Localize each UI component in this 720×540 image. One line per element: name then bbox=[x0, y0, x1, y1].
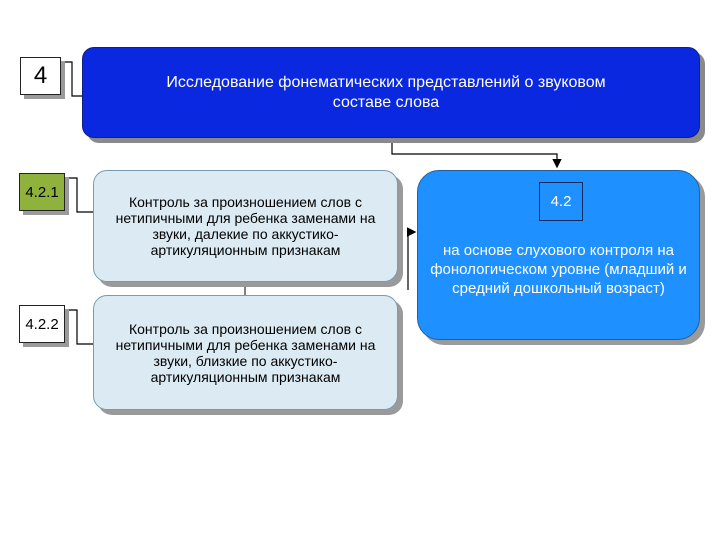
connector-4-title bbox=[63, 62, 84, 96]
connector-side-cards bbox=[408, 232, 414, 290]
subsection-box-4-2 bbox=[417, 170, 700, 340]
item-number-4-2-2: 4.2.2 bbox=[19, 305, 65, 343]
section-title-box bbox=[82, 47, 700, 138]
connector-421-card bbox=[67, 178, 95, 212]
subsection-text-4-2: на основе слухового контроля на фонологическом уровне (младший и средний дошкольный возраст) bbox=[430, 242, 687, 297]
section-number-4: 4 bbox=[20, 57, 61, 95]
section-title-text: Исследование фонематических представлений о звуковом составе слова bbox=[166, 73, 606, 111]
connector-title-side bbox=[392, 139, 557, 166]
item-card-4-2-1 bbox=[93, 170, 398, 282]
connector-422-card bbox=[67, 310, 95, 344]
subsection-number-4-2: 4.2 bbox=[539, 182, 583, 221]
item-text-4-2-1: Контроль за произношением слов с нетипичными для ребенка заменами на звуки, далекие по аккустико-артикуляционным признакам bbox=[115, 194, 376, 258]
item-text-4-2-2: Контроль за произношением слов с нетипичными для ребенка заменами на звуки, близкие по аккустико-артикуляционным признакам bbox=[115, 320, 376, 385]
item-card-4-2-2 bbox=[93, 295, 398, 410]
item-number-4-2-1: 4.2.1 bbox=[19, 173, 65, 211]
